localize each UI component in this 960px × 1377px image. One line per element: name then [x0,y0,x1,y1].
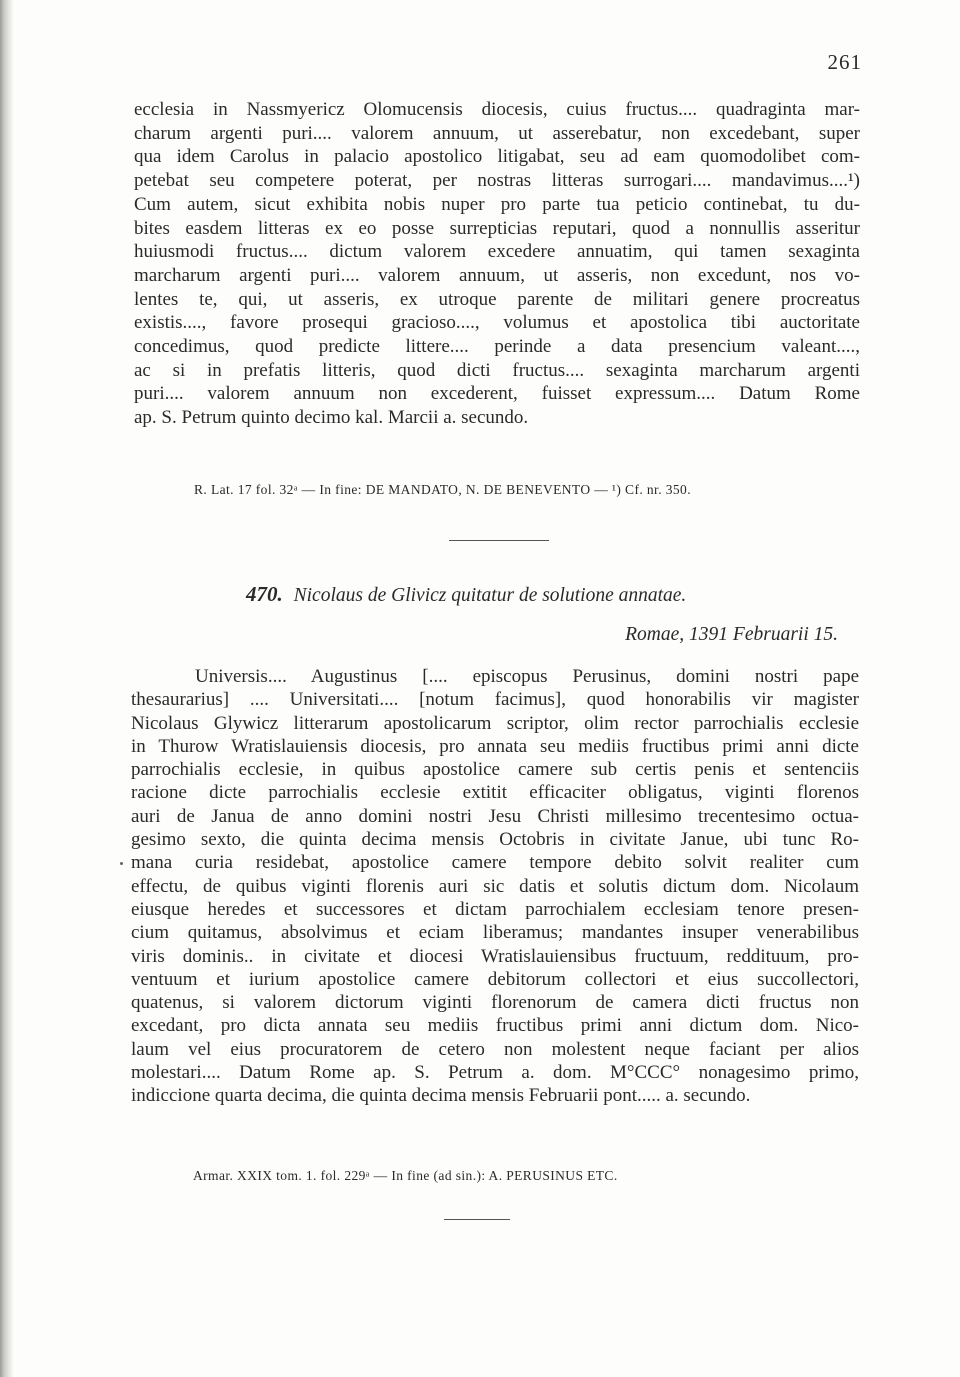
binding-edge [0,0,14,1377]
document-number: 470. [246,582,283,606]
source-note: R. Lat. 17 fol. 32ᵃ — In fine: DE MANDATO, N. DE BENEVENTO — ¹) Cf. nr. 350. [194,482,691,497]
text-line: ac si in prefatis litteris, quod dicti fructus.... sexaginta marcharum argenti [134,359,860,381]
text-line: Universis.... Augustinus [.... episcopus Perusinus, domini nostri pape [195,666,859,687]
text-line: ventuum et iurium apostolice camere debitorum collectori et eius succollectori, [131,968,859,990]
text-line: marcharum argenti puri.... valorem annuum, ut asseris, non excedunt, nos vo- [134,264,860,286]
document-heading [246,582,686,607]
text-line: qua idem Carolus in palacio apostolico litigabat, seu ad eam quomodolibet com- [134,146,860,168]
second-document-text [131,665,859,1108]
text-line: laum vel eius procuratorem de cetero non molestent neque faciant per alios [131,1038,859,1060]
text-line: eiusque heredes et successores et dictam parrochialem ecclesiam tenore presen- [131,898,859,920]
first-document-text [134,98,860,430]
text-line: quatenus, si valorem dictorum viginti florenorum de camera dicti fructus non [131,992,859,1014]
text-line: gesimo sexto, die quinta decima mensis Octobris in civitate Janue, ubi tunc Ro- [131,829,859,851]
source-note: Armar. XXIX tom. 1. fol. 229ᵃ — In fine (ad sin.): A. PERUSINUS ETC. [193,1168,618,1183]
text-line: parrochialis ecclesie, in quibus apostolice camere sub certis penis et sentenciis [131,759,859,781]
text-line: petebat seu competere poterat, per nostras litteras surrogari.... mandavimus....¹) [134,170,860,192]
text-line: indiccione quarta decima, die quinta decima mensis Februarii pont..... a. secundo. [131,1085,751,1107]
text-line: in Thurow Wratislauiensis diocesis, pro annata seu mediis fructibus primi anni dicte [131,735,859,757]
text-line: puri.... valorem annuum non excederent, fuisset expressum.... Datum Rome [134,383,860,405]
text-line: racione dicte parrochialis ecclesie extitit efficaciter obligatus, viginti florenos [131,782,859,804]
paper-speck [120,862,123,865]
text-line: Cum autem, sicut exhibita nobis nuper pro parte tua peticio continebat, tu du- [134,193,860,215]
text-line: auri de Janua de anno domini nostri Jesu Christi millesimo trecentesimo octua- [131,805,859,827]
document-title: Nicolaus de Glivicz quitatur de solutione annatae. [293,585,687,606]
text-line: bites easdem litteras ex eo posse surrepticias reputari, quod a nonnullis asseritur [134,217,860,239]
separator-rule [444,1219,510,1220]
text-line: ecclesia in Nassmyericz Olomucensis diocesis, cuius fructus.... quadraginta mar- [134,99,860,120]
text-line: mana curia residebat, apostolice camere tempore debito solvit realiter cum [131,852,859,874]
page-number: 261 [827,50,862,74]
text-line: thesaurarius] .... Universitati.... [notum facimus], quod honorabilis vir magister [131,689,859,711]
document-date: Romae, 1391 Februarii 15. [625,624,838,645]
text-line: existis...., favore prosequi gracioso...., volumus et apostolica tibi auctoritate [134,312,860,334]
text-line: excedant, pro dicta annata seu mediis fructibus primi anni dictum dom. Nico- [131,1015,859,1037]
text-line: Nicolaus Glywicz litterarum apostolicarum scriptor, olim rector parrochialis ecclesie [131,712,859,734]
text-line: ap. S. Petrum quinto decimo kal. Marcii a. secundo. [134,407,529,429]
text-line: viris dominis.. in civitate et diocesi Wratislauiensibus fructuum, reddituum, pro- [131,945,859,967]
text-line: cium quitamus, absolvimus et eciam liberamus; mandantes insuper venerabilibus [131,922,859,944]
text-line: molestari.... Datum Rome ap. S. Petrum a. dom. M°CCC° nonagesimo primo, [131,1062,859,1084]
text-line: effectu, de quibus viginti florenis auri sic datis et solutis dictum dom. Nicolaum [131,875,859,897]
separator-rule [449,540,549,541]
text-line: huiusmodi fructus.... dictum valorem excedere annuatim, qui tamen sexaginta [134,241,860,263]
text-line: charum argenti puri.... valorem annuum, ut asserebatur, non excedebant, super [134,122,860,144]
text-line: lentes te, qui, ut asseris, ex utroque parente de militari genere procreatus [134,288,860,310]
text-line: concedimus, quod predicte littere.... perinde a data presencium valeant...., [134,336,860,358]
